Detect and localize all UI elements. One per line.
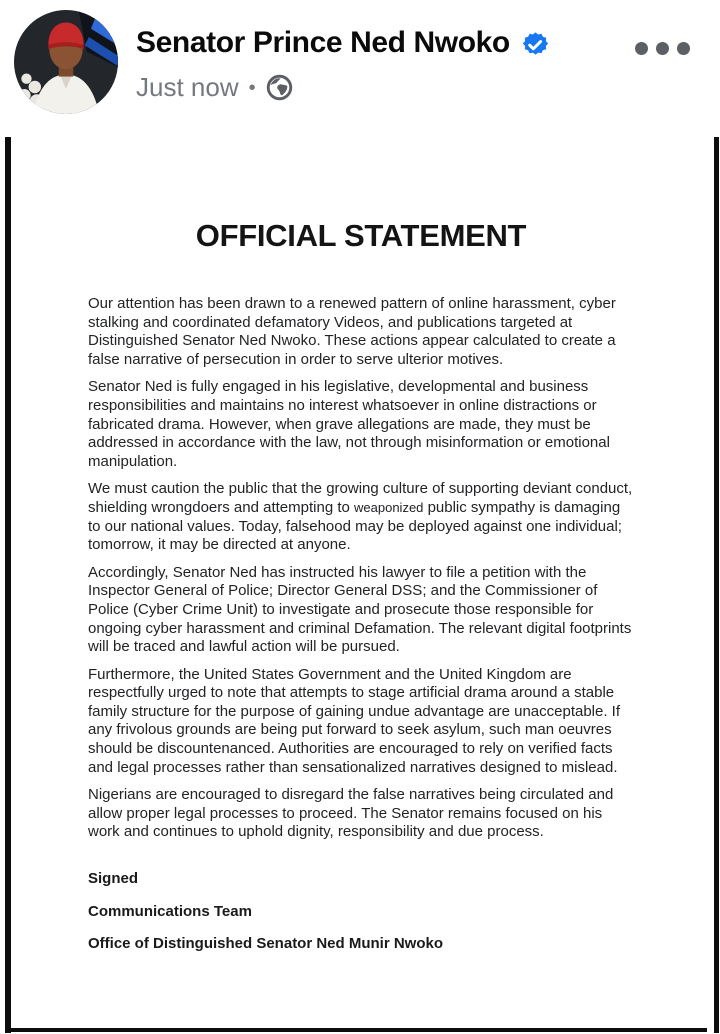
ellipsis-icon <box>635 42 690 55</box>
author-name[interactable]: Senator Prince Ned Nwoko <box>136 26 510 59</box>
author-row <box>136 26 550 60</box>
document-paragraph: Furthermore, the United States Government and the United Kingdom are respectfully urged to note that attempts to stage artificial drama around a stable family structure for the purpose of gaining undue advantage are unacceptable. If any frivolous grounds are being put forward to seek asylum, such man oeuvres should be discountenanced. Authorities are encouraged to rely on verified facts and legal processes rather than sensationalized narratives designed to mislead. <box>88 665 621 776</box>
document-paragraph: Nigerians are encouraged to disregard the false narratives being circulated and allow proper legal processes to proceed. The Senator remains focused on his work and continues to uphold dignity, responsibility and due process. <box>88 786 614 841</box>
document-paragraph <box>88 480 634 554</box>
more-options-button[interactable] <box>627 34 698 63</box>
statement-document <box>88 135 634 968</box>
post-image[interactable] <box>0 135 720 1034</box>
document-paragraph: Senator Ned is fully engaged in his legislative, developmental and business responsibilities and maintains no interest whatsoever in online distractions or fabricated drama. However, when grave allegations are made, they must be addressed in accordance with the law, not through misinformation or emotional manipulation. <box>88 378 610 470</box>
signature-line: Office of Distinguished Senator Ned Munir Nwoko <box>88 935 444 953</box>
post-meta <box>136 72 550 103</box>
globe-icon <box>266 74 293 101</box>
photo-border-right <box>714 137 719 1033</box>
document-paragraph: Accordingly, Senator Ned has instructed his lawyer to file a petition with the Inspector General of Police; Director General DSS; and the Commissioner of Police (Cyber Crime Unit) to investigate and prosecute those responsible for ongoing cyber harassment and criminal Defamation. The relevant digital footprints will be traced and lawful action will be pursued. <box>88 563 632 656</box>
photo-border-left <box>5 137 11 1033</box>
photo-border-bottom <box>9 1028 707 1032</box>
timestamp[interactable]: Just now <box>136 72 239 102</box>
paragraph-text: public sympathy is damaging to our national values. Today, falsehood may be deployed against one individual; tomorrow, it may be directed at anyone. <box>88 498 622 554</box>
document-body <box>88 295 634 954</box>
verified-badge-icon <box>521 29 550 58</box>
post-header-text <box>136 26 550 103</box>
signature-block <box>88 870 634 954</box>
paragraph-text-small: weaponized <box>354 499 424 515</box>
paragraph-text: We must caution the public that the growing culture of supporting deviant conduct, shielding wrongdoers and attempting to <box>88 480 633 516</box>
signature-line: Signed <box>88 870 139 888</box>
post-header <box>0 0 720 135</box>
signature-line: Communications Team <box>88 902 252 920</box>
document-title: OFFICIAL STATEMENT <box>195 218 527 253</box>
avatar[interactable] <box>14 10 118 114</box>
dot-separator: • <box>248 76 256 99</box>
avatar-photo <box>14 10 118 114</box>
document-paragraph: Our attention has been drawn to a renewed pattern of online harassment, cyber stalking and coordinated defamatory Videos, and publications targeted at Distinguished Senator Ned Nwoko. These actions appear calculated to create a false narrative of persecution in order to serve ulterior motives. <box>88 295 616 368</box>
